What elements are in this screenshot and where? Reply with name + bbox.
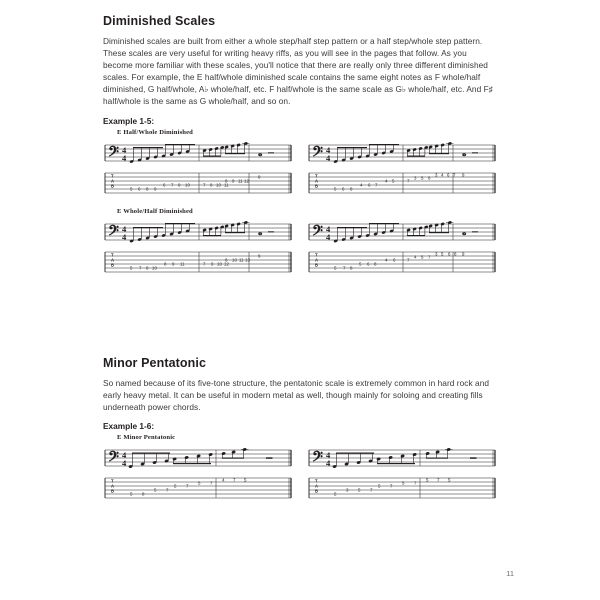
staff-and-tab-pent-right [307, 444, 497, 504]
scale-title-minor-pentatonic: E Minor Pentatonic [117, 433, 176, 441]
svg-text:5: 5 [392, 178, 395, 184]
svg-text:5: 5 [426, 477, 429, 483]
svg-text:4: 4 [385, 257, 388, 263]
svg-text:B: B [315, 262, 319, 268]
music-system-pent-right [307, 444, 497, 504]
svg-text:5: 5 [441, 251, 444, 257]
svg-text:6: 6 [428, 175, 431, 181]
svg-text:9: 9 [258, 253, 261, 259]
tab-label [111, 478, 114, 493]
system-row-half-whole [103, 139, 498, 199]
svg-text:9: 9 [211, 261, 214, 267]
svg-text:5: 5 [244, 477, 247, 483]
page-content [103, 0, 498, 504]
svg-text:7: 7 [407, 178, 410, 184]
svg-text:5: 5 [130, 491, 133, 497]
time-signature-numerator: 4 [326, 449, 331, 460]
svg-text:11: 11 [180, 261, 185, 267]
svg-text:6: 6 [367, 261, 370, 267]
svg-text:A: A [111, 483, 115, 489]
tab-numbers [334, 172, 465, 191]
svg-text:7: 7 [414, 480, 417, 486]
quarter-rest-icon: 𝅝 [258, 225, 263, 238]
scale-title-half-whole: E Half/Whole Diminished [117, 128, 193, 136]
svg-text:4: 4 [360, 182, 363, 188]
tab-numbers [334, 251, 465, 270]
svg-text:11: 11 [224, 182, 229, 188]
svg-text:8: 8 [225, 178, 228, 184]
svg-text:8: 8 [210, 182, 213, 188]
svg-text:5: 5 [334, 265, 337, 271]
svg-text:8: 8 [350, 265, 353, 271]
svg-text:5: 5 [154, 487, 157, 493]
quarter-rest-icon: 𝅝 [258, 146, 263, 159]
quarter-rest-icon: 𝅝 [462, 146, 467, 159]
svg-text:A: A [315, 257, 319, 263]
svg-text:9: 9 [154, 186, 157, 192]
svg-text:B: B [111, 183, 115, 189]
svg-text:6: 6 [368, 182, 371, 188]
time-signature-denominator: 4 [122, 231, 127, 242]
staff-and-tab-dim-wh-left [103, 218, 293, 278]
time-signature-numerator: 4 [326, 144, 331, 155]
svg-text:3: 3 [346, 487, 349, 493]
svg-text:7: 7 [390, 483, 393, 489]
svg-text:5: 5 [130, 186, 133, 192]
svg-text:5: 5 [378, 483, 381, 489]
tab-label [315, 252, 318, 267]
tab-staff-lines [105, 173, 291, 193]
music-system-dim-hw-right [307, 139, 497, 199]
tab-label [315, 478, 318, 493]
svg-text:8: 8 [146, 265, 149, 271]
svg-text:6: 6 [342, 186, 345, 192]
svg-text:A: A [111, 178, 115, 184]
svg-text:3: 3 [435, 251, 438, 257]
time-signature-numerator: 4 [122, 223, 127, 234]
notes-measure-1 [333, 144, 399, 163]
svg-text:B: B [315, 488, 319, 494]
bass-clef-icon: 𝄢 [108, 143, 119, 163]
tab-numbers [334, 477, 451, 496]
svg-text:6: 6 [163, 182, 166, 188]
svg-text:5: 5 [421, 254, 424, 260]
svg-text:T: T [111, 173, 114, 179]
svg-text:9: 9 [232, 178, 235, 184]
svg-text:10: 10 [217, 261, 222, 267]
quarter-rest-icon: 𝅝 [462, 225, 467, 238]
notes-measure-2 [221, 447, 272, 458]
staff-and-tab-dim-hw-left [103, 139, 293, 199]
svg-text:7: 7 [186, 483, 189, 489]
time-signature-denominator: 4 [326, 231, 331, 242]
svg-text:7: 7 [203, 182, 206, 188]
svg-text:12: 12 [224, 261, 229, 267]
svg-text:9: 9 [258, 174, 261, 180]
half-rest-icon [266, 457, 273, 459]
svg-text:5: 5 [334, 186, 337, 192]
svg-text:8: 8 [164, 261, 167, 267]
svg-text:8: 8 [374, 261, 377, 267]
bass-clef-icon: 𝄢 [312, 143, 323, 163]
tab-label [111, 252, 114, 267]
svg-text:B: B [111, 488, 115, 494]
svg-text:6: 6 [138, 186, 141, 192]
time-signature-numerator: 4 [122, 144, 127, 155]
svg-text:4: 4 [222, 477, 225, 483]
svg-text:5: 5 [421, 175, 424, 181]
time-signature-numerator: 4 [122, 449, 127, 460]
svg-text:11: 11 [239, 257, 244, 263]
notes-measure-2 [202, 220, 249, 236]
svg-text:5: 5 [174, 483, 177, 489]
svg-text:9: 9 [462, 251, 465, 257]
tab-label [315, 173, 318, 188]
svg-text:9: 9 [462, 172, 465, 178]
svg-text:6: 6 [447, 172, 450, 178]
svg-text:8: 8 [454, 251, 457, 257]
svg-text:7: 7 [166, 487, 169, 493]
svg-text:7: 7 [343, 265, 346, 271]
system-row-minor-pentatonic [103, 444, 498, 504]
section-minor-pentatonic [103, 356, 498, 504]
svg-text:8: 8 [225, 257, 228, 263]
tab-staff-lines [309, 252, 495, 272]
svg-text:9: 9 [178, 182, 181, 188]
notes-measure-2 [406, 220, 453, 236]
svg-text:5: 5 [359, 261, 362, 267]
body-text-diminished: Diminished scales are built from either a whole step/half step pattern or a half step/whole step pattern. These scales are very useful for writing heavy riffs, as you will see in the pages that follow. As you become more familiar with these scales, you'll notice that there are really only three different diminished scales. For example, the E half/whole diminished scale contains the same eight notes as F whole/half diminished, G half/whole, A♭ whole/half, etc. F half/whole is the same scale as G♭ whole/half, etc. And F♯ half/whole is the same as G whole/half, and so on. [103, 36, 493, 107]
svg-text:B: B [111, 262, 115, 268]
time-signature-denominator: 4 [326, 152, 331, 163]
svg-text:5: 5 [334, 491, 337, 497]
svg-text:4: 4 [441, 172, 444, 178]
svg-text:7: 7 [437, 477, 440, 483]
bass-clef-icon: 𝄢 [108, 448, 119, 468]
svg-text:7: 7 [428, 254, 431, 260]
body-text-minor-pentatonic: So named because of its five-tone structure, the pentatonic scale is extremely common in hard rock and early heavy metal. It can be useful in modern metal as well, though mainly for soloing and creating fills underneath power chords. [103, 377, 490, 412]
svg-text:B: B [315, 183, 319, 189]
svg-text:10: 10 [185, 182, 190, 188]
svg-text:4: 4 [414, 254, 417, 260]
staff-and-tab-dim-wh-right [307, 218, 497, 278]
svg-text:8: 8 [142, 491, 145, 497]
svg-text:7: 7 [139, 265, 142, 271]
svg-text:10: 10 [216, 182, 221, 188]
svg-text:10: 10 [152, 265, 157, 271]
svg-text:7: 7 [203, 261, 206, 267]
section-diminished-scales [103, 14, 498, 278]
svg-text:11: 11 [238, 178, 243, 184]
svg-text:7: 7 [171, 182, 174, 188]
svg-text:5: 5 [198, 480, 201, 486]
system-row-whole-half [103, 218, 498, 278]
bass-clef-icon: 𝄢 [108, 222, 119, 242]
time-signature-numerator: 4 [326, 223, 331, 234]
tab-label [111, 173, 114, 188]
page-title-diminished: Diminished Scales [103, 14, 216, 28]
svg-text:5: 5 [402, 480, 405, 486]
svg-text:T: T [111, 252, 114, 258]
svg-text:5: 5 [130, 265, 133, 271]
time-signature-denominator: 4 [326, 457, 331, 468]
svg-text:4: 4 [385, 178, 388, 184]
svg-text:A: A [315, 178, 319, 184]
svg-text:8: 8 [146, 186, 149, 192]
tab-numbers [130, 477, 247, 496]
svg-text:7: 7 [370, 487, 373, 493]
svg-text:7: 7 [453, 172, 456, 178]
svg-text:6: 6 [448, 251, 451, 257]
time-signature-denominator: 4 [122, 152, 127, 163]
scale-title-whole-half: E Whole/Half Diminished [117, 207, 193, 215]
svg-text:A: A [111, 257, 115, 263]
tab-staff-lines [309, 173, 495, 193]
svg-text:7: 7 [407, 257, 410, 263]
page-title-minor-pentatonic: Minor Pentatonic [103, 355, 206, 370]
music-system-dim-wh-left [103, 218, 293, 278]
music-system-pent-left [103, 444, 293, 504]
svg-text:8: 8 [350, 186, 353, 192]
svg-text:7: 7 [375, 182, 378, 188]
bass-clef-icon: 𝄢 [312, 222, 323, 242]
svg-text:13: 13 [245, 257, 250, 263]
svg-text:10: 10 [232, 257, 237, 263]
time-signature-denominator: 4 [122, 457, 127, 468]
half-rest-icon [470, 457, 477, 459]
svg-text:9: 9 [172, 261, 175, 267]
svg-text:5: 5 [358, 487, 361, 493]
music-system-dim-wh-right [307, 218, 497, 278]
notes-measure-1 [129, 144, 195, 163]
svg-text:T: T [111, 478, 114, 484]
staff-and-tab-pent-left [103, 444, 293, 504]
svg-text:3: 3 [414, 175, 417, 181]
bass-clef-icon: 𝄢 [312, 448, 323, 468]
music-system-dim-hw-left [103, 139, 293, 199]
svg-text:A: A [315, 483, 319, 489]
svg-text:6: 6 [393, 257, 396, 263]
tab-staff-lines [105, 252, 291, 272]
svg-text:T: T [315, 173, 318, 179]
svg-text:3: 3 [435, 172, 438, 178]
example-label-1-6: Example 1-6: [103, 420, 155, 431]
example-label-1-5: Example 1-5: [103, 115, 155, 126]
staff-and-tab-dim-hw-right [307, 139, 497, 199]
svg-text:7: 7 [210, 480, 213, 486]
page-number: 11 [506, 569, 514, 578]
svg-text:12: 12 [244, 178, 249, 184]
svg-text:T: T [315, 478, 318, 484]
svg-text:7: 7 [233, 477, 236, 483]
notes-measure-2 [425, 447, 476, 458]
svg-text:5: 5 [448, 477, 451, 483]
svg-text:T: T [315, 252, 318, 258]
